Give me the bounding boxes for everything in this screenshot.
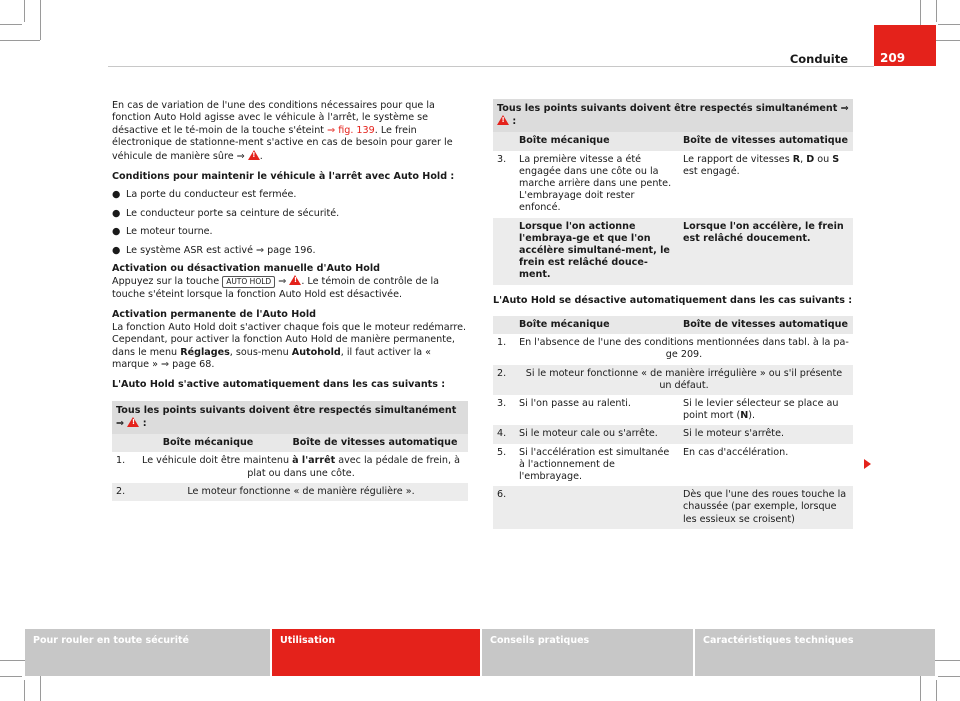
warning-icon[interactable] [127, 417, 139, 427]
table-row: 3. Si l'on passe au ralenti. Si le levier sélecteur se place au point mort (N). [493, 395, 853, 425]
section-title: Conduite [789, 52, 848, 66]
next-page-arrow-icon[interactable] [864, 454, 871, 473]
page-number: 209 [874, 25, 936, 66]
crop-mark [24, 680, 25, 701]
auto-hold-key: AUTO HOLD [222, 276, 275, 288]
conditions-heading: Conditions pour maintenir le véhicule à l'arrêt avec Auto Hold : [112, 171, 455, 183]
table-row: Lorsque l'on actionne l'embraya-ge et que l'on accélère simultané-ment, le frein est relâché douce-ment. Lorsque l'on accélère, le frein est relâché doucement. [493, 218, 853, 285]
list-item: ● Le moteur tourne. [112, 226, 213, 238]
footer-tab-safety[interactable]: Pour rouler en toute sécurité [25, 629, 270, 676]
warning-icon[interactable] [289, 275, 301, 285]
crop-mark [938, 24, 960, 25]
table-header: Boîte mécanique [515, 316, 679, 334]
table-header-blank [493, 132, 515, 150]
list-item: ● Le conducteur porte sa ceinture de sécurité. [112, 207, 340, 219]
footer-tab-operation[interactable]: Utilisation [272, 629, 480, 676]
crop-mark [936, 680, 937, 701]
footer-tab-technical-specs[interactable]: Caractéristiques techniques [695, 629, 935, 676]
submenu-name: Autohold [291, 346, 341, 358]
deactivation-heading: L'Auto Hold se désactive automatiquement dans les cas suivants : [493, 294, 853, 306]
intro-text-2: . Le frein électronique de stationne-ment s'active en cas de besoin pour garer le véhicule de manière sûre ⇒ [112, 124, 453, 162]
table-header: Boîte de vitesses automatique [679, 132, 853, 150]
permanent-heading: Activation permanente de l'Auto Hold [112, 309, 317, 321]
bullet-icon: ● [112, 244, 121, 256]
crop-mark [938, 676, 960, 677]
crop-mark [0, 24, 22, 25]
permanent-paragraph: La fonction Auto Hold doit s'activer chaque fois que le moteur redémarre. Cependant, pour activer la fonction Auto Hold de manière permanente, dans le menu Réglages, sous-menu Autohold, il faut activer la « marque » ⇒ page 68. [112, 321, 467, 370]
table-caption: Tous les points suivants doivent être respectés simultanément ⇒ ! : [493, 99, 853, 132]
table-header: Boîte mécanique [134, 434, 282, 452]
crop-mark [24, 0, 25, 22]
table-row: 2. Le moteur fonctionne « de manière régulière ». [112, 483, 468, 501]
table-row: 1. Le véhicule doit être maintenu à l'arrêt avec la pédale de frein, à plat ou dans une côte. [112, 452, 468, 482]
table-row: 3. La première vitesse a été engagée dans une côte ou la marche arrière dans une pente. L'embrayage doit rester enfoncé. Le rapport de vitesses R, D ou S est engagé. [493, 151, 853, 218]
table-header-blank [112, 434, 134, 452]
crop-mark [0, 676, 22, 677]
left-column [112, 100, 468, 501]
table-caption: Tous les points suivants doivent être respectés simultanément ⇒ ! : [112, 401, 468, 434]
manual-paragraph: Appuyez sur la touche AUTO HOLD ⇒ !. Le témoin de contrôle de la touche s'éteint lorsque la fonction Auto Hold est désactivée. [112, 275, 468, 301]
table-row: 1. En l'absence de l'une des conditions mentionnées dans tabl. à la pa-ge 209. [493, 334, 853, 364]
conditions-list [112, 189, 468, 257]
table-row: 6. Dès que l'une des roues touche la chaussée (par exemple, lorsque les essieux se croisent) [493, 486, 853, 529]
table-header: Boîte mécanique [515, 132, 679, 150]
footer-tab-practical-tips[interactable]: Conseils pratiques [482, 629, 693, 676]
table-header-blank [493, 316, 515, 334]
bullet-icon: ● [112, 189, 121, 201]
bullet-icon: ● [112, 207, 121, 219]
manual-heading: Activation ou désactivation manuelle d'Auto Hold [112, 263, 381, 275]
list-item: ● Le système ASR est activé ⇒ page 196. [112, 244, 316, 256]
table-row: 2. Si le moteur fonctionne « de manière irrégulière » ou s'il présente un défaut. [493, 365, 853, 395]
right-column [493, 99, 853, 529]
crop-mark [936, 0, 937, 22]
crop-mark [40, 0, 41, 40]
deactivation-table [493, 316, 853, 529]
bullet-icon: ● [112, 226, 121, 238]
activation-heading: L'Auto Hold s'active automatiquement dans les cas suivants : [112, 379, 446, 391]
table-row: 5. Si l'accélération est simultanée à l'actionnement de l'embrayage. En cas d'accélération. [493, 444, 853, 487]
table-header: Boîte de vitesses automatique [679, 316, 853, 334]
list-item: ● La porte du conducteur est fermée. [112, 189, 297, 201]
conditions-table-continued [493, 99, 853, 285]
menu-name: Réglages [180, 346, 230, 358]
intro-text: En cas de variation de l'une des conditions nécessaires pour que la fonction Auto Hold agisse avec le véhicule à l'arrêt, le système se désactive et le té-moin de la touche s'éteint [112, 100, 435, 136]
table-row: 4. Si le moteur cale ou s'arrête. Si le moteur s'arrête. [493, 425, 853, 443]
warning-icon[interactable] [497, 115, 509, 125]
header-rule [108, 66, 874, 67]
crop-mark [0, 40, 40, 41]
activation-table [112, 401, 468, 501]
table-header: Boîte de vitesses automatique [282, 434, 468, 452]
warning-icon[interactable] [248, 150, 260, 160]
intro-paragraph: En cas de variation de l'une des conditions nécessaires pour que la fonction Auto Hold agisse avec le véhicule à l'arrêt, le système se désactive et le té-moin de la touche s'éteint ⇒ fig. 139. Le frein électronique de stationne-ment s'active en cas de besoin pour garer le véhicule de manière sûre ⇒ !. [112, 100, 468, 163]
figure-link[interactable]: ⇒ fig. 139 [327, 124, 375, 136]
